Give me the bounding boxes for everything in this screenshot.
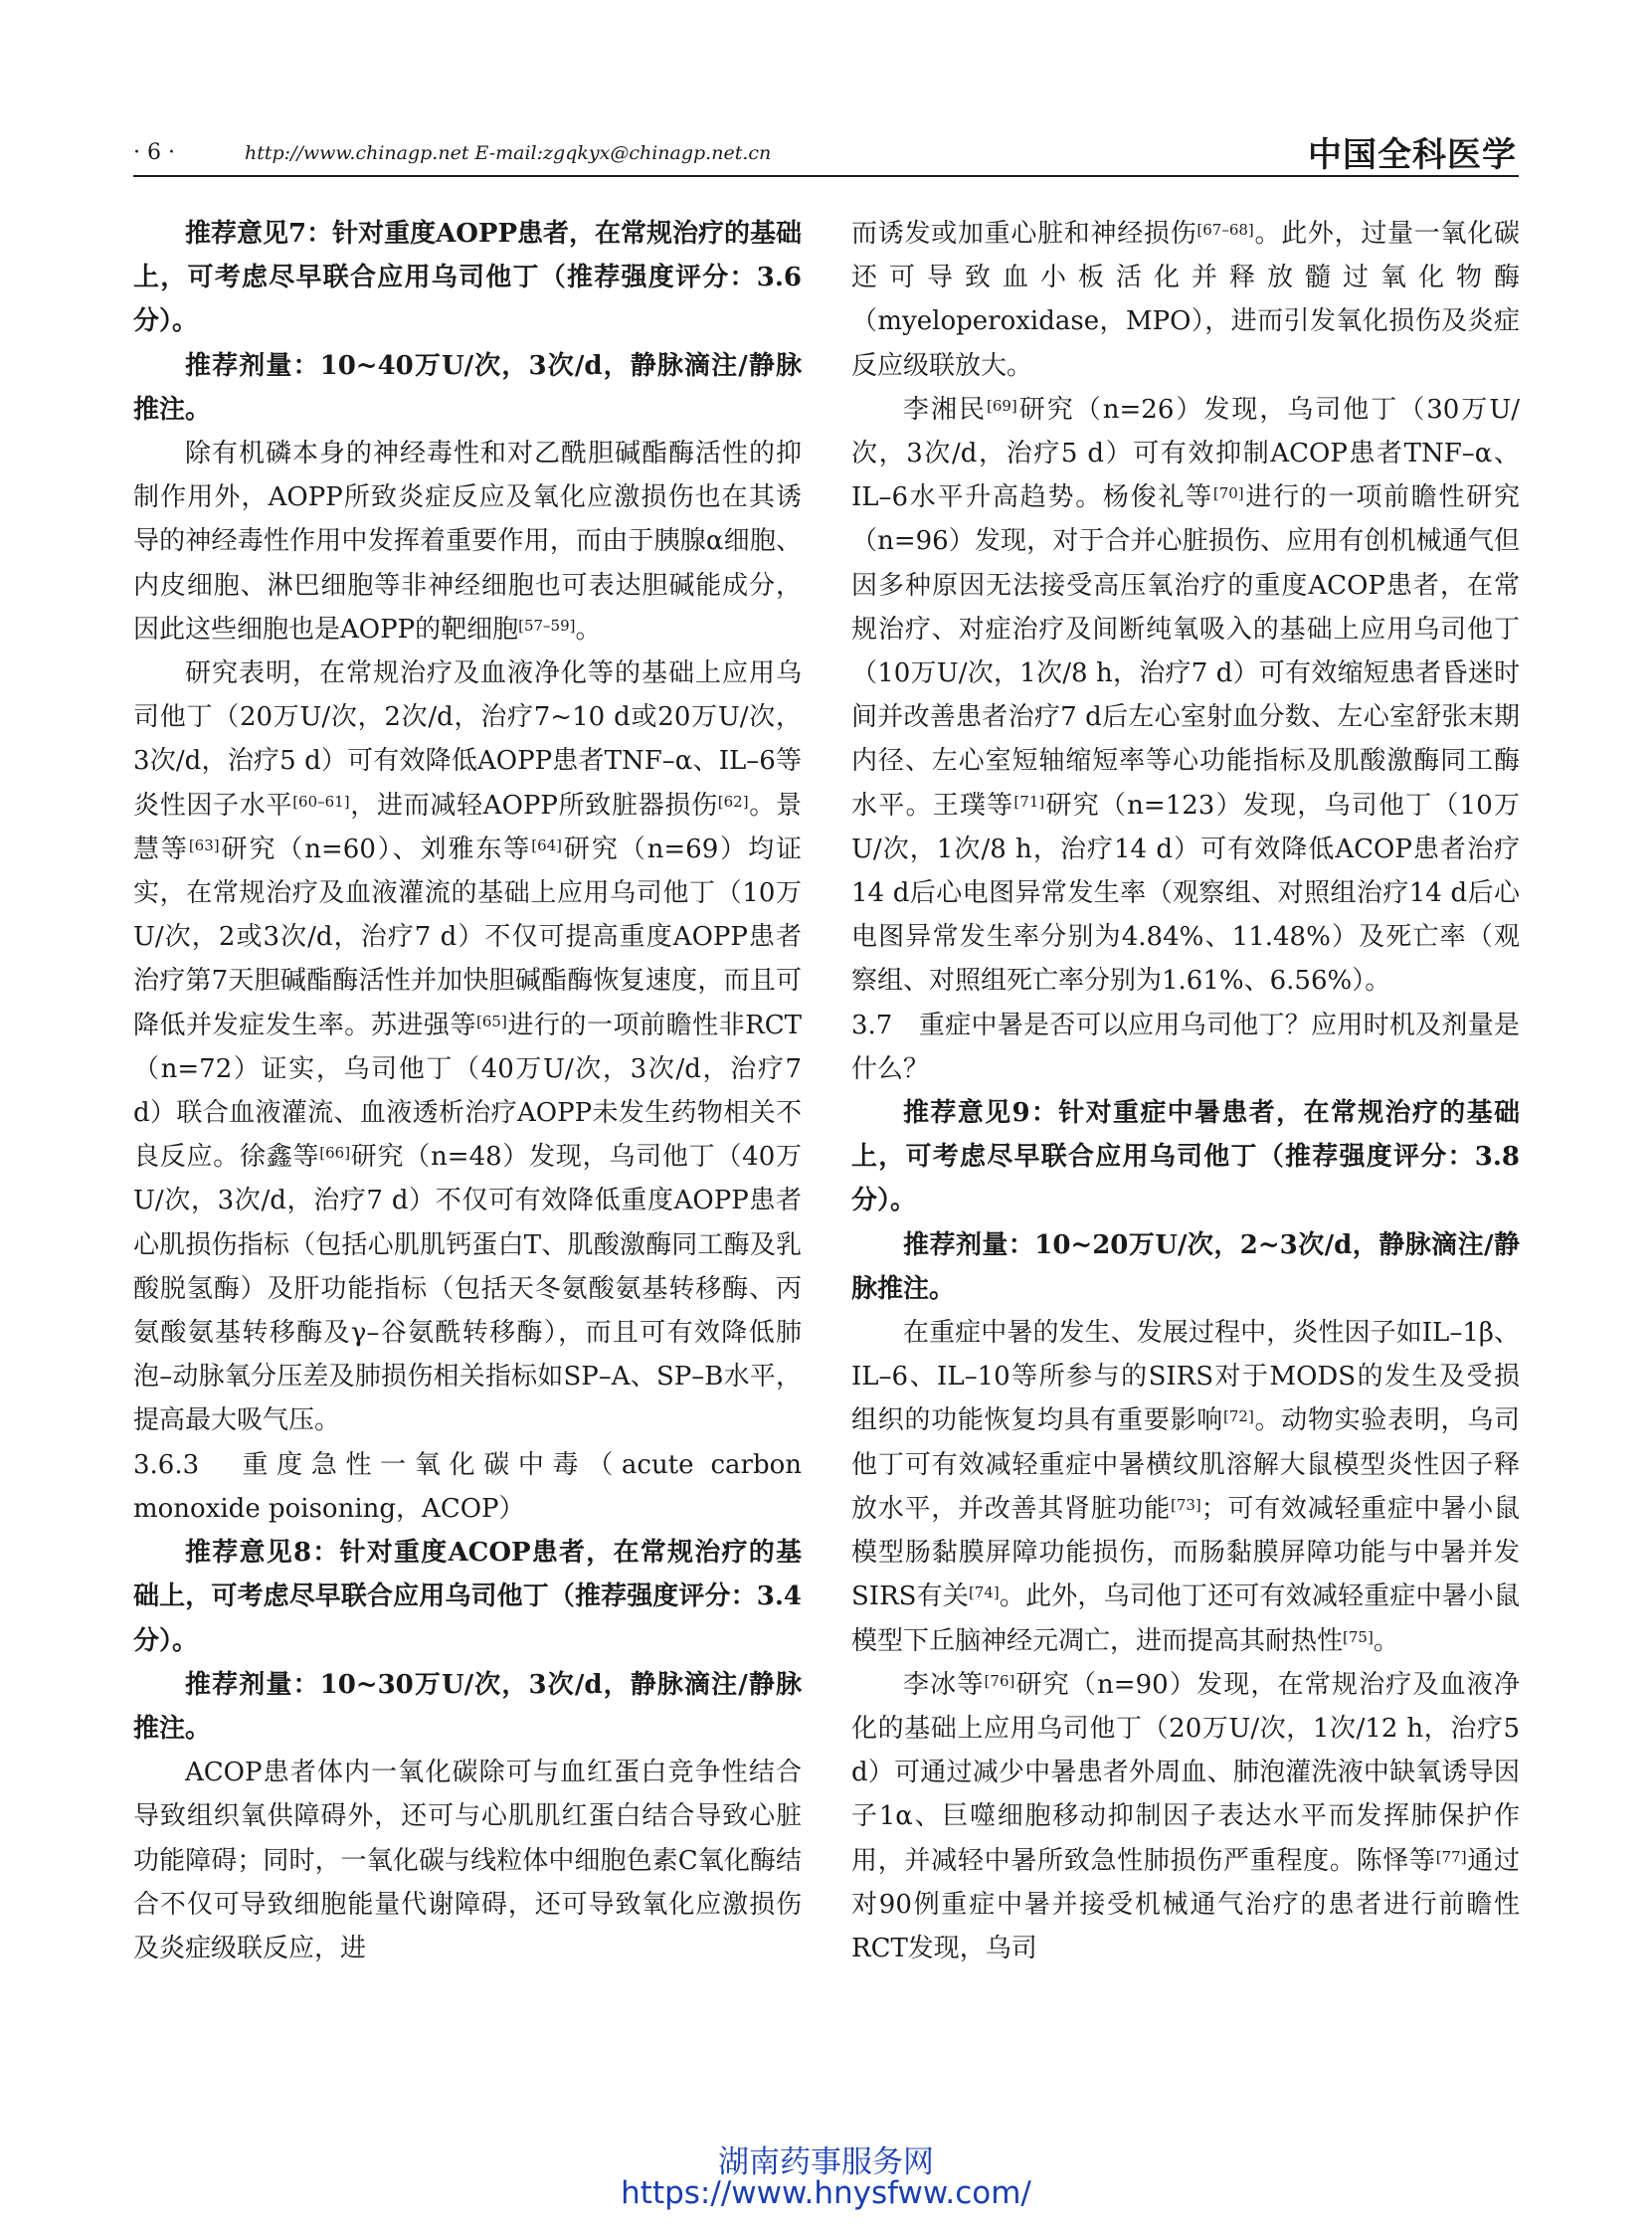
citation: [69] [986, 396, 1017, 415]
paragraph-heatstroke-mechanism: 在重症中暑的发生、发展过程中，炎性因子如IL–1β、IL–6、IL–10等所参与的SIRS对于MODS的发生及受损组织的功能恢复均具有重要影响[72]。动物实验表明，乌司他丁可有效减轻重症中暑横纹肌溶解大鼠模型炎性因子释放水平，并改善其肾脏功能[73]；可有效减轻重症中暑小鼠模型肠黏膜屏障功能损伤，而肠黏膜屏障功能与中暑并发SIRS有关[74]。此外，乌司他丁还可有效减轻重症中暑小鼠模型下丘脑神经元凋亡，进而提高其耐热性[75]。 [851, 1318, 1520, 1656]
right-column [851, 212, 1520, 1970]
citation: [63] [188, 836, 220, 854]
citation: [62] [717, 792, 749, 811]
paragraph-heatstroke-studies: 李冰等[76]研究（n=90）发现，在常规治疗及血液净化的基础上应用乌司他丁（20万U/次，1次/12 h，治疗5 d）可通过减少中暑患者外周血、肺泡灌洗液中缺氧诱导因子1α、巨噬细胞移动抑制因子表达水平而发挥肺保护作用，并减轻中暑所致急性肺损伤严重程度。陈怿等[77]通过对90例重症中暑并接受机械通气治疗的患者进行前瞻性RCT发现，乌司 [851, 1669, 1520, 1963]
paragraph-aopp-mechanism: 除有机磷本身的神经毒性和对乙酰胆碱酯酶活性的抑制作用外，AOPP所致炎症反应及氧化应激损伤也在其诱导的神经毒性作用中发挥着重要作用，而由于胰腺α细胞、内皮细胞、淋巴细胞等非神经细胞也可表达胆碱能成分，因此这些细胞也是AOPP的靶细胞[57–59]。 [133, 439, 802, 645]
page-header [0, 0, 1652, 189]
page-number: · 6 · [133, 140, 175, 165]
watermark-url: https://www.hnysfww.com/ [621, 2175, 1031, 2211]
citation: [76] [984, 1671, 1015, 1690]
left-column [133, 212, 802, 1970]
watermark-site-name: 湖南药事服务网 [718, 2144, 934, 2180]
citation: [74] [968, 1583, 1000, 1602]
dosage-7: 推荐剂量：10~40万U/次，3次/d，静脉滴注/静脉推注。 [133, 350, 802, 425]
recommendation-8: 推荐意见8：针对重度ACOP患者，在常规治疗的基础上，可考虑尽早联合应用乌司他丁（推荐强度评分：3.4分）。 [133, 1538, 802, 1656]
citation: [60–61] [292, 792, 350, 811]
citation: [65] [476, 1012, 507, 1030]
dosage-8: 推荐剂量：10~30万U/次，3次/d，静脉滴注/静脉推注。 [133, 1669, 802, 1744]
paragraph-acop-studies: 李湘民[69]研究（n=26）发现，乌司他丁（30万U/次，3次/d，治疗5 d）可有效抑制ACOP患者TNF–α、IL–6水平升高趋势。杨俊礼等[70]进行的一项前瞻性研究（n=96）发现，对于合并心脏损伤、应用有创机械通气但因多种原因无法接受高压氧治疗的重度ACOP患者，在常规治疗、对症治疗及间断纯氧吸入的基础上应用乌司他丁（10万U/次，1次/8 h，治疗7 d）可有效缩短患者昏迷时间并改善患者治疗7 d后左心室射血分数、左心室舒张末期内径、左心室短轴缩短率等心功能指标及肌酸激酶同工酶水平。王璞等[71]研究（n=123）发现，乌司他丁（10万U/次，1次/8 h，治疗14 d）可有效降低ACOP患者治疗14 d后心电图异常发生率（观察组、对照组治疗14 d后心电图异常发生率分别为4.84%、11.48%）及死亡率（观察组、对照组死亡率分别为1.61%、6.56%）。 [851, 394, 1520, 997]
citation: [72] [1223, 1407, 1254, 1426]
section-heading-3-6-3: 3.6.3 重度急性一氧化碳中毒（acute carbon monoxide poisoning，ACOP） [133, 1449, 802, 1524]
paragraph-acop-mechanism: ACOP患者体内一氧化碳除可与血红蛋白竞争性结合导致组织氧供障碍外，还可与心肌肌红蛋白结合导致心脏功能障碍；同时，一氧化碳与线粒体中细胞色素C氧化酶结合不仅可导致细胞能量代谢障碍，还可导致氧化应激损伤及炎症级联反应，进 [133, 1758, 802, 1963]
citation: [75] [1343, 1627, 1374, 1646]
paragraph-acop-continued: 而诱发或加重心脏和神经损伤[67–68]。此外，过量一氧化碳还可导致血小板活化并释放髓过氧化物酶（myeloperoxidase，MPO），进而引发氧化损伤及炎症反应级联放大。 [851, 219, 1520, 381]
citation: [67–68] [1196, 221, 1254, 239]
recommendation-7: 推荐意见7：针对重度AOPP患者，在常规治疗的基础上，可考虑尽早联合应用乌司他丁（推荐强度评分：3.6分）。 [133, 219, 803, 337]
journal-title: 中国全科医学 [1308, 135, 1517, 175]
citation: [70] [1212, 484, 1244, 503]
citation: [71] [1013, 792, 1045, 811]
citation: [77] [1435, 1847, 1467, 1866]
section-heading-3-7: 3.7 重症中暑是否可以应用乌司他丁？应用时机及剂量是什么？ [851, 1010, 1520, 1084]
paragraph-aopp-studies: 研究表明，在常规治疗及血液净化等的基础上应用乌司他丁（20万U/次，2次/d，治疗7~10 d或20万U/次，3次/d，治疗5 d）可有效降低AOPP患者TNF–α、IL–6等炎性因子水平[60–61]，进而减轻AOPP所致脏器损伤[62]。景慧等[63]研究（n=60）、刘雅东等[64]研究（n=69）均证实，在常规治疗及血液灌流的基础上应用乌司他丁（10万U/次，2或3次/d，治疗7 d）不仅可提高重度AOPP患者治疗第7天胆碱酯酶活性并加快胆碱酯酶恢复速度，而且可降低并发症发生率。苏进强等[65]进行的一项前瞻性非RCT（n=72）证实，乌司他丁（40万U/次，3次/d，治疗7 d）联合血液灌流、血液透析治疗AOPP未发生药物相关不良反应。徐鑫等[66]研究（n=48）发现，乌司他丁（40万U/次，3次/d，治疗7 d）不仅可有效降低重度AOPP患者心肌损伤指标（包括心肌肌钙蛋白T、肌酸激酶同工酶及乳酸脱氢酶）及肝功能指标（包括天冬氨酸氨基转移酶、丙氨酸氨基转移酶及γ–谷氨酰转移酶），而且可有效降低肺泡–动脉氧分压差及肺损伤相关指标如SP–A、SP–B水平，提高最大吸气压。 [133, 658, 802, 1436]
citation: [66] [319, 1144, 351, 1163]
citation: [64] [531, 836, 563, 854]
recommendation-9: 推荐意见9：针对重症中暑患者，在常规治疗的基础上，可考虑尽早联合应用乌司他丁（推荐强度评分：3.8分）。 [851, 1098, 1520, 1216]
journal-url-email: http://www.chinagp.net E-mail:zgqkyx@chinagp.net.cn [245, 142, 772, 164]
citation: [73] [1170, 1495, 1201, 1514]
header-rule [133, 175, 1519, 177]
citation: [57–59] [518, 616, 576, 635]
dosage-9: 推荐剂量：10~20万U/次，2~3次/d，静脉滴注/静脉推注。 [851, 1229, 1520, 1304]
